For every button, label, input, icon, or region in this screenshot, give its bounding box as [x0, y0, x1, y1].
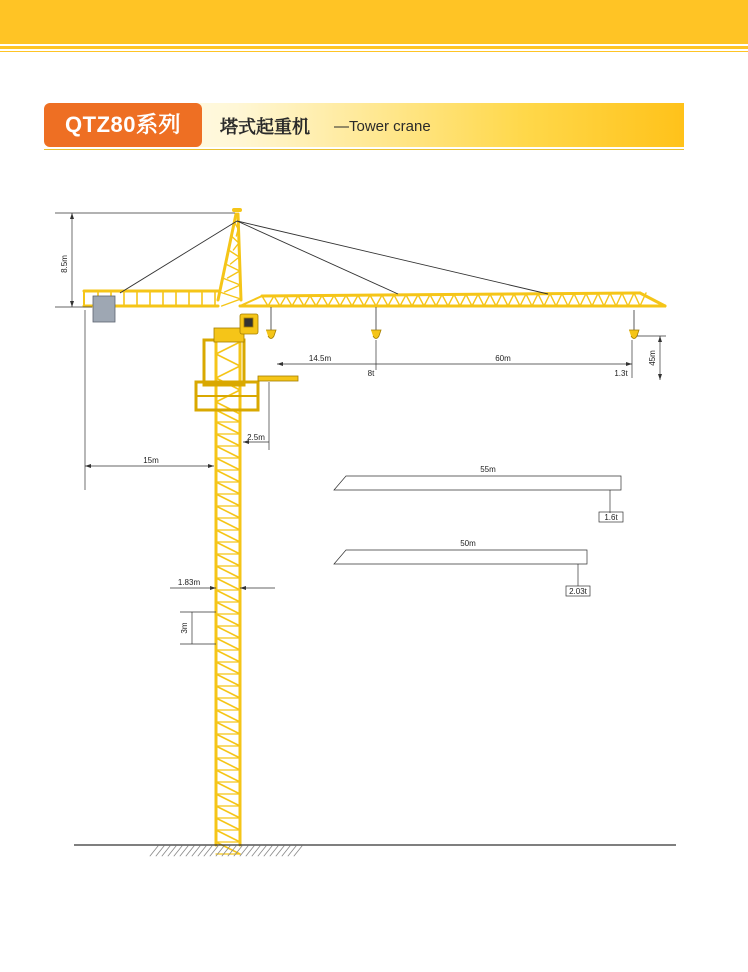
turntable [214, 328, 244, 342]
tip-load-label: 1.3t [614, 369, 628, 378]
counterweight [93, 296, 115, 322]
hook-icon [266, 307, 276, 339]
cabin-window [244, 318, 253, 327]
jib-outer-length-label: 60m [495, 354, 511, 363]
pendant-tie [237, 221, 398, 294]
climbing-frame [204, 340, 244, 385]
hook-height-label: 45m [648, 350, 657, 366]
crane-structure [84, 210, 665, 854]
top-height-label: 8.5m [60, 255, 69, 273]
cabin-offset-label: 2.5m [247, 433, 265, 442]
jib-option-load-label: 2.03t [569, 587, 587, 596]
support-arm [258, 376, 298, 381]
hook-icon [371, 307, 381, 339]
counter-jib-length-label: 15m [143, 456, 159, 465]
inner-load-label: 8t [367, 369, 375, 378]
page-title-cn: 塔式起重机 [220, 117, 310, 137]
jib-option-length-label: 55m [480, 465, 496, 474]
crane-mast [216, 335, 240, 854]
main-jib [240, 293, 665, 306]
series-badge: QTZ80系列 [44, 103, 202, 147]
jib-option-length-label: 50m [460, 539, 476, 548]
dimension-lines [55, 213, 666, 644]
section-height-label: 3m [180, 622, 189, 634]
pendant-tie [120, 221, 237, 293]
hook-icon [629, 310, 639, 339]
page-title-en: —Tower crane [334, 118, 431, 135]
tower-head [218, 210, 241, 306]
mast-width-label: 1.83m [177, 578, 201, 587]
jib-inner-length-label: 14.5m [308, 354, 332, 363]
jib-option-load-label: 1.6t [604, 513, 618, 522]
pendant-tie [237, 221, 548, 294]
